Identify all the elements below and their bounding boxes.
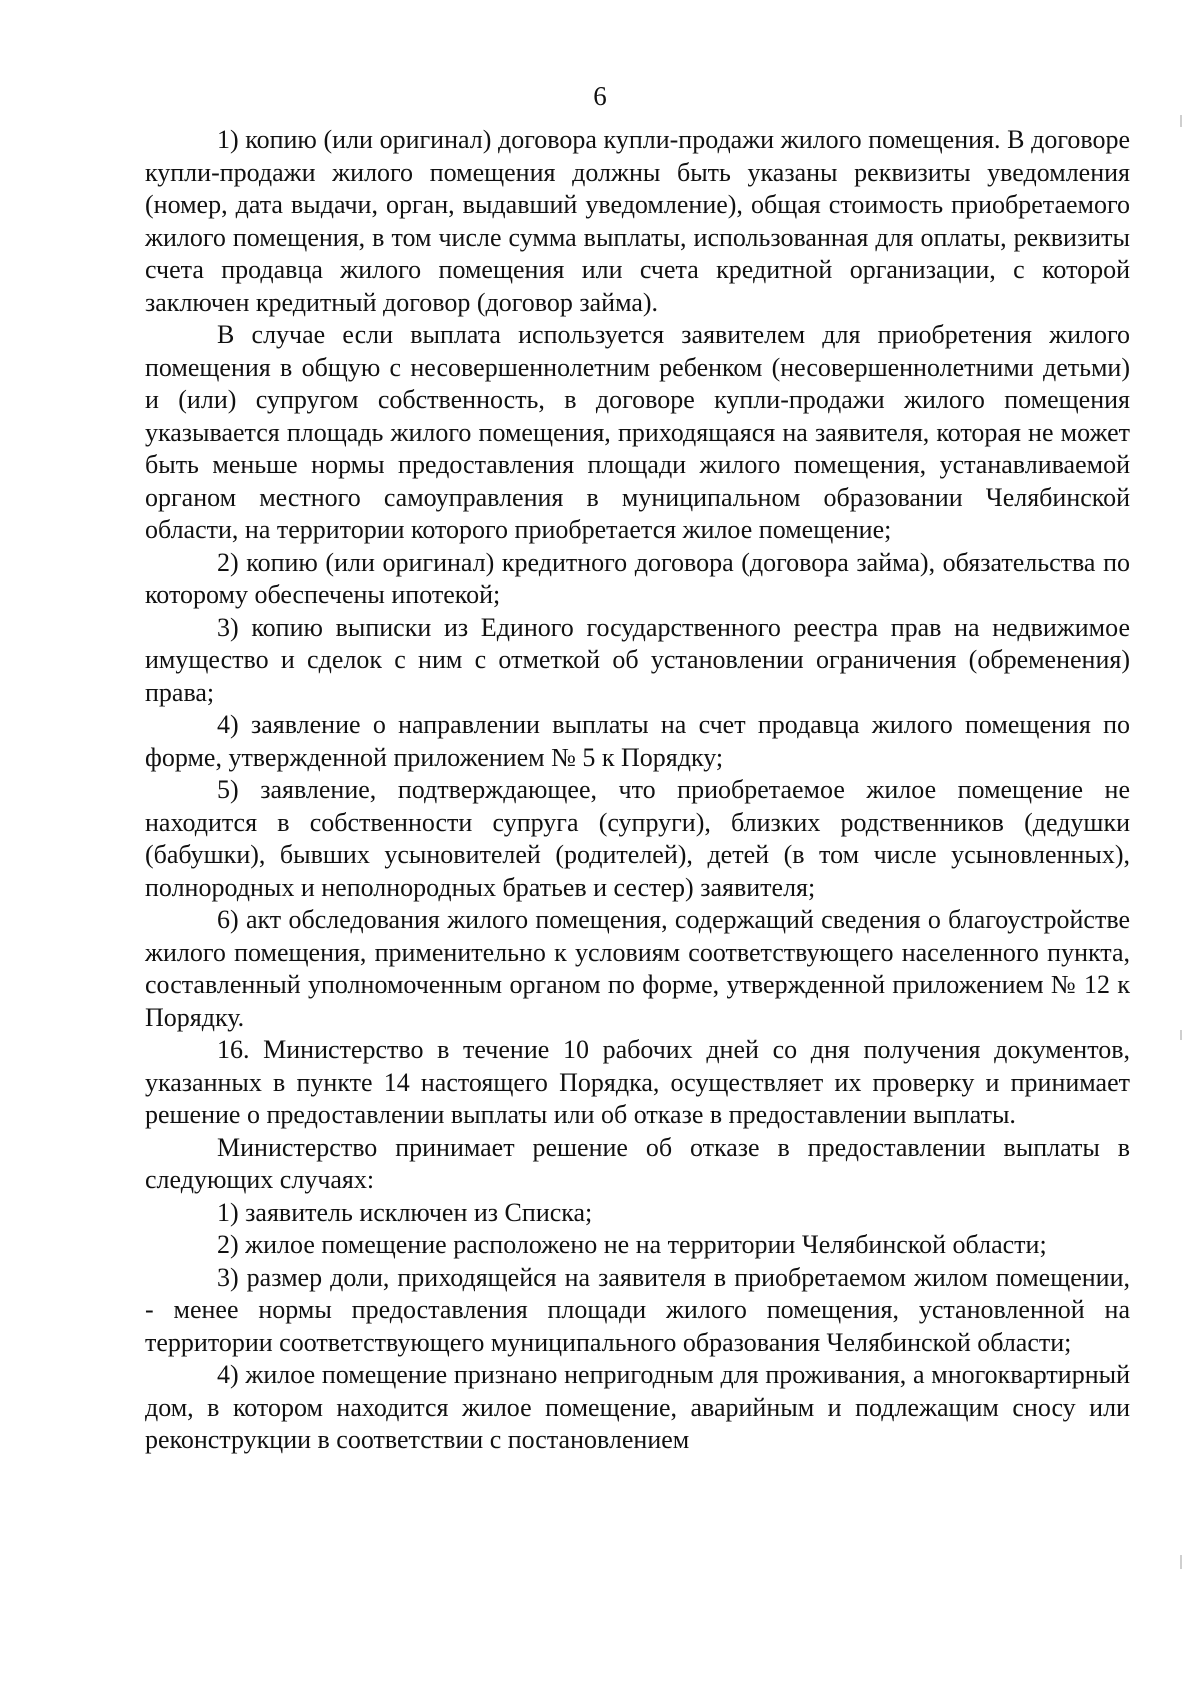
paragraph-item-3-registry-extract: 3) копию выписки из Единого государственного реестра прав на недвижимое имущество и сделок с ним с отметкой об установлении ограничения (обременения) права;: [145, 612, 1130, 707]
paragraph-refusal-1: 1) заявитель исключен из Списка;: [217, 1197, 593, 1227]
paragraph-refusal-intro: Министерство принимает решение об отказе в предоставлении выплаты в следующих случаях:: [145, 1132, 1130, 1194]
scan-edge-mark: [1180, 115, 1182, 127]
scan-edge-mark: [1180, 1555, 1182, 1569]
paragraph-item-1-purchase-contract: 1) копию (или оригинал) договора купли-продажи жилого помещения. В договоре купли-продажи жилого помещения должны быть указаны реквизиты уведомления (номер, дата выдачи, орган, выдавший уведомление), общая стоимость приобретаемого жилого помещения, в том числе сумма выплаты, использованная для оплаты, реквизиты счета продавца жилого помещения или счета кредитной организации, с которой заключен кредитный договор (договор займа).: [145, 125, 1130, 317]
document-body: [145, 124, 1130, 1457]
paragraph-item-4-payment-application: 4) заявление о направлении выплаты на счет продавца жилого помещения по форме, утвержденной приложением № 5 к Порядку;: [145, 710, 1130, 772]
paragraph-item-2-loan-contract: 2) копию (или оригинал) кредитного договора (договора займа), обязательства по которому обеспечены ипотекой;: [145, 547, 1130, 609]
paragraph-refusal-4: 4) жилое помещение признано непригодным для проживания, а многоквартирный дом, в котором находится жилое помещение, аварийным и подлежащим сносу или реконструкции в соответствии с постановлением: [145, 1360, 1130, 1454]
paragraph-item-6-inspection-act: 6) акт обследования жилого помещения, содержащий сведения о благоустройстве жилого помещения, применительно к условиям соответствующего населенного пункта, составленный уполномоченным органом по форме, утвержденной приложением № 12 к Порядку.: [145, 905, 1130, 1032]
page-number: 6: [593, 81, 607, 111]
paragraph-refusal-3: 3) размер доли, приходящейся на заявителя в приобретаемом жилом помещении, - менее нормы предоставления площади жилого помещения, установленной на территории соответствующего муниципального образования Челябинской области;: [145, 1262, 1130, 1357]
paragraph-shared-ownership: В случае если выплата используется заявителем для приобретения жилого помещения в общую с несовершеннолетним ребенком (несовершеннолетними детьми) и (или) супругом собственность, в договоре купли-продажи жилого помещения указывается площадь жилого помещения, приходящаяся на заявителя, которая не может быть меньше нормы предоставления площади жилого помещения, устанавливаемой органом местного самоуправления в муниципальном образовании Челябинской области, на территории которого приобретается жилое помещение;: [145, 320, 1130, 544]
paragraph-refusal-2: 2) жилое помещение расположено не на территории Челябинской области;: [217, 1230, 1047, 1259]
paragraph-item-5-ownership-statement: 5) заявление, подтверждающее, что приобретаемое жилое помещение не находится в собственности супруга (супруги), близких родственников (дедушки (бабушки), бывших усыновителей (родителей), детей (в том числе усыновленных), полнородных и неполнородных братьев и сестер) заявителя;: [145, 775, 1130, 902]
paragraph-16-ministry-review: 16. Министерство в течение 10 рабочих дней со дня получения документов, указанных в пункте 14 настоящего Порядка, осуществляет их проверку и принимает решение о предоставлении выплаты или об отказе в предоставлении выплаты.: [145, 1035, 1130, 1129]
scan-edge-mark: [1180, 1030, 1182, 1040]
